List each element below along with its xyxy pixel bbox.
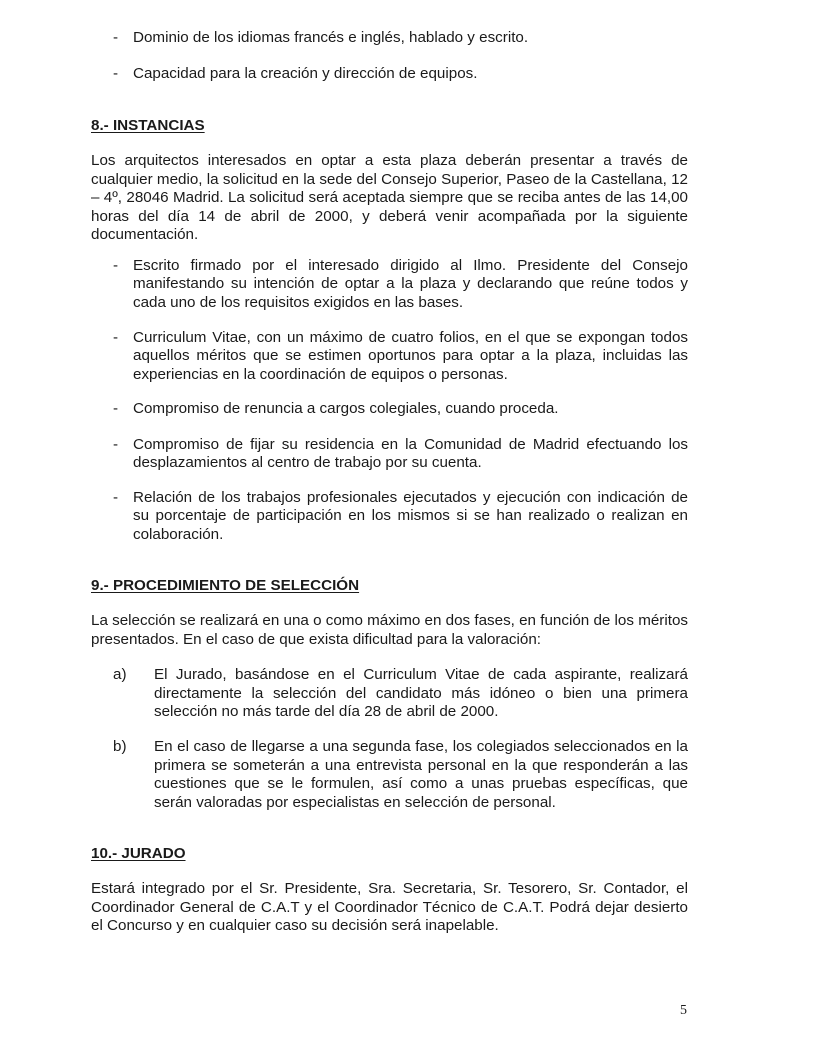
- document-item-written-request: Escrito firmado por el interesado dirigido al Ilmo. Presidente del Consejo manifestando su intención de optar a la plaza y declarando que reúne todos y cada uno de los requisitos exigidos en las bases.: [133, 257, 688, 311]
- bullet-marker: -: [113, 436, 119, 453]
- bullet-marker: -: [113, 400, 119, 417]
- document-item-professional-works: Relación de los trabajos profesionales ejecutados y ejecución con indicación de su porcentaje de participación en los mismos si se han realizado o realizan en colaboración.: [133, 489, 688, 543]
- bullet-marker: -: [113, 329, 119, 346]
- document-item-residence: Compromiso de fijar su residencia en la Comunidad de Madrid efectuando los desplazamientos al centro de trabajo por su cuenta.: [133, 436, 688, 472]
- page-number: 5: [680, 1003, 687, 1018]
- section-8-paragraph: Los arquitectos interesados en optar a esta plaza deberán presentar a través de cualquier medio, la solicitud en la sede del Consejo Superior, Paseo de la Castellana, 12 – 4º, 28046 Madrid. La solicitud será aceptada siempre que se reciba antes de las 14,00 horas del día 14 de abril de 2000, y deberá venir acompañada por la siguiente documentación.: [91, 152, 688, 244]
- section-9-heading: 9.- PROCEDIMIENTO DE SELECCIÓN: [91, 577, 360, 594]
- selection-phase-b: En el caso de llegarse a una segunda fase, los colegiados seleccionados en la primera se someterán a una entrevista personal en la que responderán a las cuestiones que se le formulen, así como a unas pruebas específicas, que serán valoradas por especialistas en selección de personal.: [154, 738, 688, 811]
- item-letter-b: b): [113, 738, 127, 755]
- requirement-languages: Dominio de los idiomas francés e inglés, hablado y escrito.: [133, 29, 529, 46]
- bullet-marker: -: [113, 29, 119, 46]
- item-letter-a: a): [113, 666, 127, 683]
- requirement-team-leadership: Capacidad para la creación y dirección de equipos.: [133, 65, 478, 82]
- section-10-heading: 10.- JURADO: [91, 845, 186, 862]
- section-10-paragraph: Estará integrado por el Sr. Presidente, Sra. Secretaria, Sr. Tesorero, Sr. Contador, el Coordinador General de C.A.T y el Coordinador Técnico de C.A.T. Podrá dejar desierto el Concurso y en cualquier caso su decisión será inapelable.: [91, 880, 688, 935]
- section-9-paragraph: La selección se realizará en una o como máximo en dos fases, en función de los méritos presentados. En el caso de que exista dificultad para la valoración:: [91, 612, 688, 648]
- selection-phase-a: El Jurado, basándose en el Curriculum Vitae de cada aspirante, realizará directamente la selección del candidato más idóneo o bien una primera selección no más tarde del día 28 de abril de 2000.: [154, 666, 688, 721]
- bullet-marker: -: [113, 489, 119, 506]
- document-item-cv: Curriculum Vitae, con un máximo de cuatro folios, en el que se expongan todos aquellos méritos que se estimen oportunos para optar a la plaza, incluidas las experiencias en la coordinación de equipos o personas.: [133, 329, 688, 383]
- bullet-marker: -: [113, 257, 119, 274]
- bullet-marker: -: [113, 65, 119, 82]
- section-8-heading: 8.- INSTANCIAS: [91, 117, 205, 134]
- document-item-renounce-positions: Compromiso de renuncia a cargos colegiales, cuando proceda.: [133, 400, 559, 417]
